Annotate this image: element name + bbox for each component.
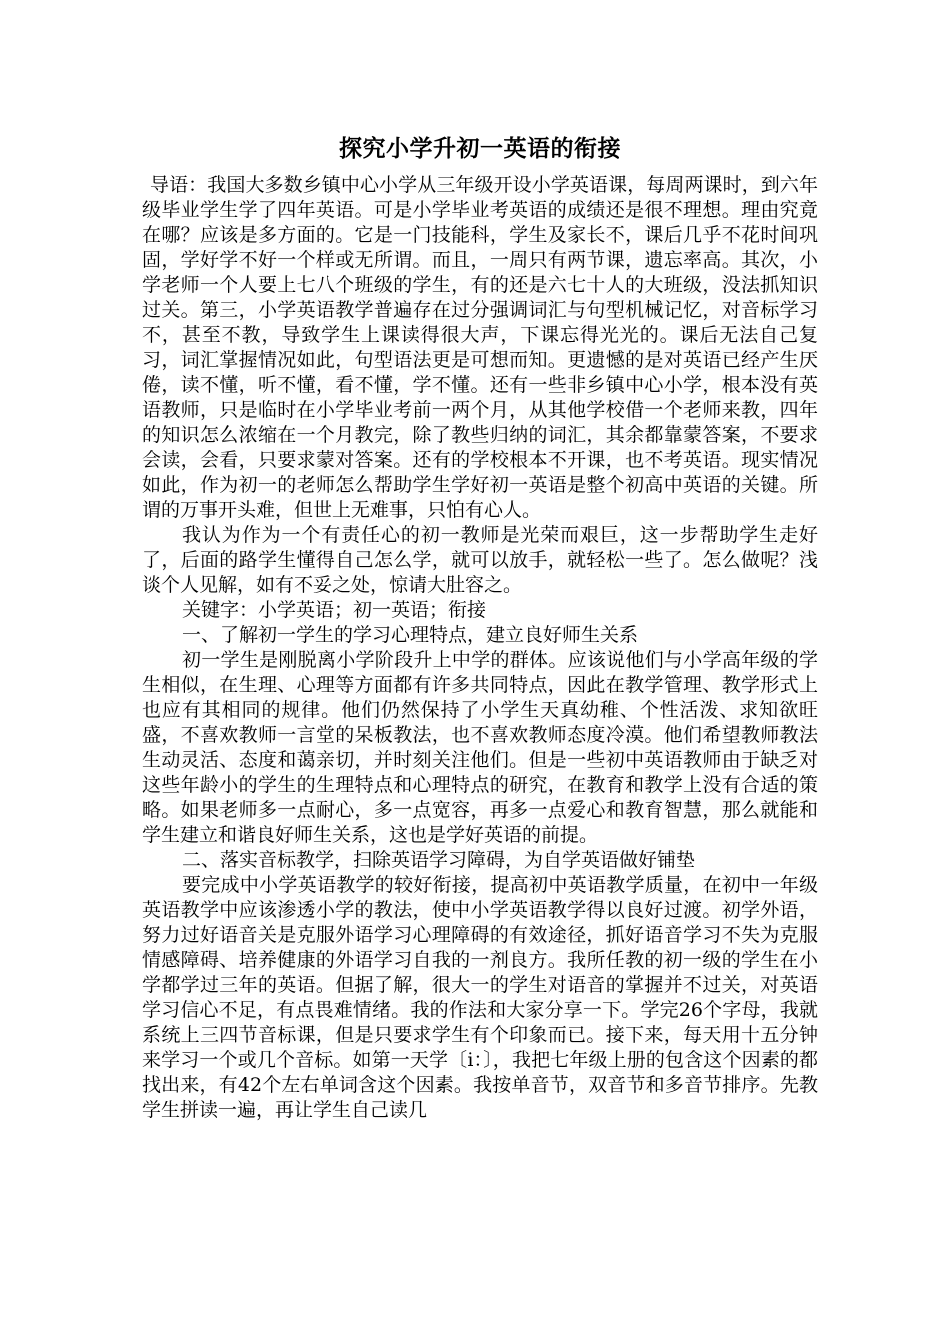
section-1-paragraph: 初一学生是刚脱离小学阶段升上中学的群体。应该说他们与小学高年级的学生相似，在生理、心理等方面都有许多共同特点，因此在教学管理、教学形式上也应有其相同的规律。他们仍然保持了小学生天真幼稚、个性活泼、求知欲旺盛，不喜欢教师一言堂的呆板教法，也不喜欢教师态度冷漠。他们希望教师教法生动灵活、态度和蔼亲切，并时刻关注他们。但是一些初中英语教师由于缺乏对这些年龄小的学生的生理特点和心理特点的研究，在教育和教学上没有合适的策略。如果老师多一点耐心，多一点宽容，再多一点爱心和教育智慧，那么就能和学生建立和谐良好师生关系，这也是学好英语的前提。 <box>142 649 818 846</box>
keywords-line: 关键字：小学英语；初一英语；衔接 <box>182 599 487 621</box>
intro-paragraph: 导语：我国大多数乡镇中心小学从三年级开设小学英语课，每周两课时，到六年级毕业学生学了四年英语。可是小学毕业考英语的成绩还是很不理想。理由究竟在哪？应该是多方面的。它是一门技能科，学生及家长不，课后几乎不花时间巩固，学好学不好一个样或无所谓。而且，一周只有两节课，遗忘率高。其次，小学老师一个人要上七八个班级的学生，有的还是六七十人的大班级，没法抓知识过关。第三，小学英语教学普遍存在过分强调词汇与句型机械记忆，对音标学习不，甚至不教，导致学生上课读得很大声，下课忘得光光的。课后无法自己复习，词汇掌握情况如此，句型语法更是可想而知。更遗憾的是对英语已经产生厌倦，读不懂，听不懂，看不懂，学不懂。还有一些非乡镇中心小学，根本没有英语教师，只是临时在小学毕业考前一两个月，从其他学校借一个老师来教，四年的知识怎么浓缩在一个月教完，除了教些归纳的词汇，其余都靠蒙答案，不要求会读，会看，只要求蒙对答案。还有的学校根本不开课，也不考英语。现实情况如此，作为初一的老师怎么帮助学生学好初一英语是整个初高中英语的关键。所谓的万事开头难，但世上无难事，只怕有心人。 <box>142 174 818 521</box>
section-2-paragraph: 要完成中小学英语教学的较好衔接，提高初中英语教学质量，在初中一年级英语教学中应该渗透小学的教法，使中小学英语教学得以良好过渡。初学外语，努力过好语音关是克服外语学习心理障碍的有效途径，抓好语音学习不失为克服情感障碍、培养健康的外语学习自我的一剂良方。我所任教的初一级的学生在小学都学过三年的英语。但据了解，很大一的学生对语音的掌握并不过关，对英语学习信心不足，有点畏难情绪。我的作法和大家分享一下。学完26个字母，我就系统上三四节音标课，但是只要求学生有个印象而已。接下来，每天用十五分钟来学习一个或几个音标。如第一天学〔i：〕，我把七年级上册的包含这个因素的都找出来，有42个左右单词含这个因素。我按单音节，双音节和多音节排序。先教学生拼读一遍，再让学生自己读几 <box>142 874 818 1121</box>
section-heading-1: 一、了解初一学生的学习心理特点，建立良好师生关系 <box>182 624 639 646</box>
author-view-paragraph: 我认为作为一个有责任心的初一教师是光荣而艰巨，这一步帮助学生走好了，后面的路学生懂得自己怎么学，就可以放手，就轻松一些了。怎么做呢？浅谈个人见解，如有不妥之处，惊请大肚容之。 <box>142 524 818 596</box>
section-heading-2: 二、落实音标教学，扫除英语学习障碍，为自学英语做好铺垫 <box>182 849 696 871</box>
document-page <box>142 133 818 1123</box>
document-title: 探究小学升初一英语的衔接 <box>339 135 621 162</box>
